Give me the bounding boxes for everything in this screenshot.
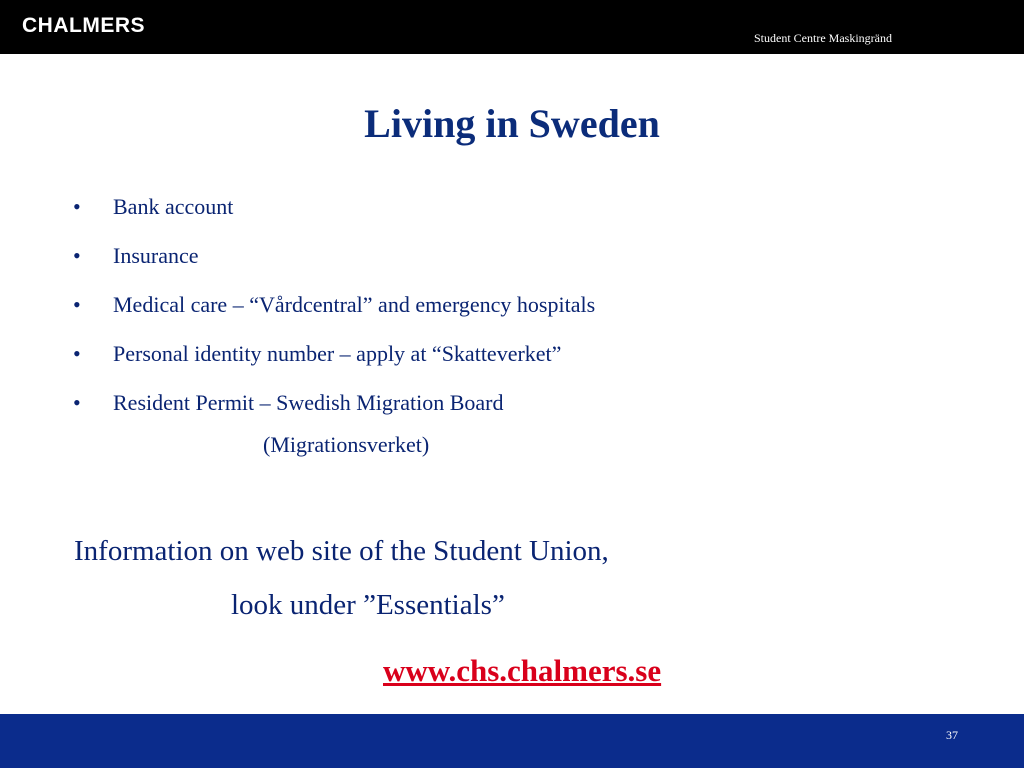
- page-number: 37: [946, 728, 958, 742]
- bullet-continuation: (Migrationsverket): [263, 432, 430, 457]
- header-bar: [0, 0, 1024, 54]
- chalmers-logo: CHALMERS: [22, 14, 145, 37]
- bullet-text: Resident Permit – Swedish Migration Board: [113, 390, 504, 415]
- footer-bar: [0, 714, 1024, 768]
- bullet-item: [70, 192, 970, 222]
- info-text: [74, 532, 974, 624]
- bullet-list: [70, 192, 970, 479]
- slide-title: Living in Sweden: [364, 101, 660, 146]
- student-union-link[interactable]: www.chs.chalmers.se: [383, 653, 662, 688]
- bullet-item: [70, 290, 970, 320]
- header-subtitle: Student Centre Maskingränd: [754, 31, 892, 45]
- info-line-2: look under ”Essentials”: [231, 589, 505, 621]
- bullet-item: [70, 241, 970, 271]
- bullet-text: Personal identity number – apply at “Skatteverket”: [113, 341, 562, 366]
- bullet-text: Insurance: [113, 243, 199, 268]
- info-line-1: Information on web site of the Student Union,: [74, 535, 609, 567]
- bullet-item: [70, 388, 970, 460]
- bullet-text: Bank account: [113, 194, 234, 219]
- bullet-item: [70, 339, 970, 369]
- bullet-text: Medical care – “Vårdcentral” and emergency hospitals: [113, 292, 596, 317]
